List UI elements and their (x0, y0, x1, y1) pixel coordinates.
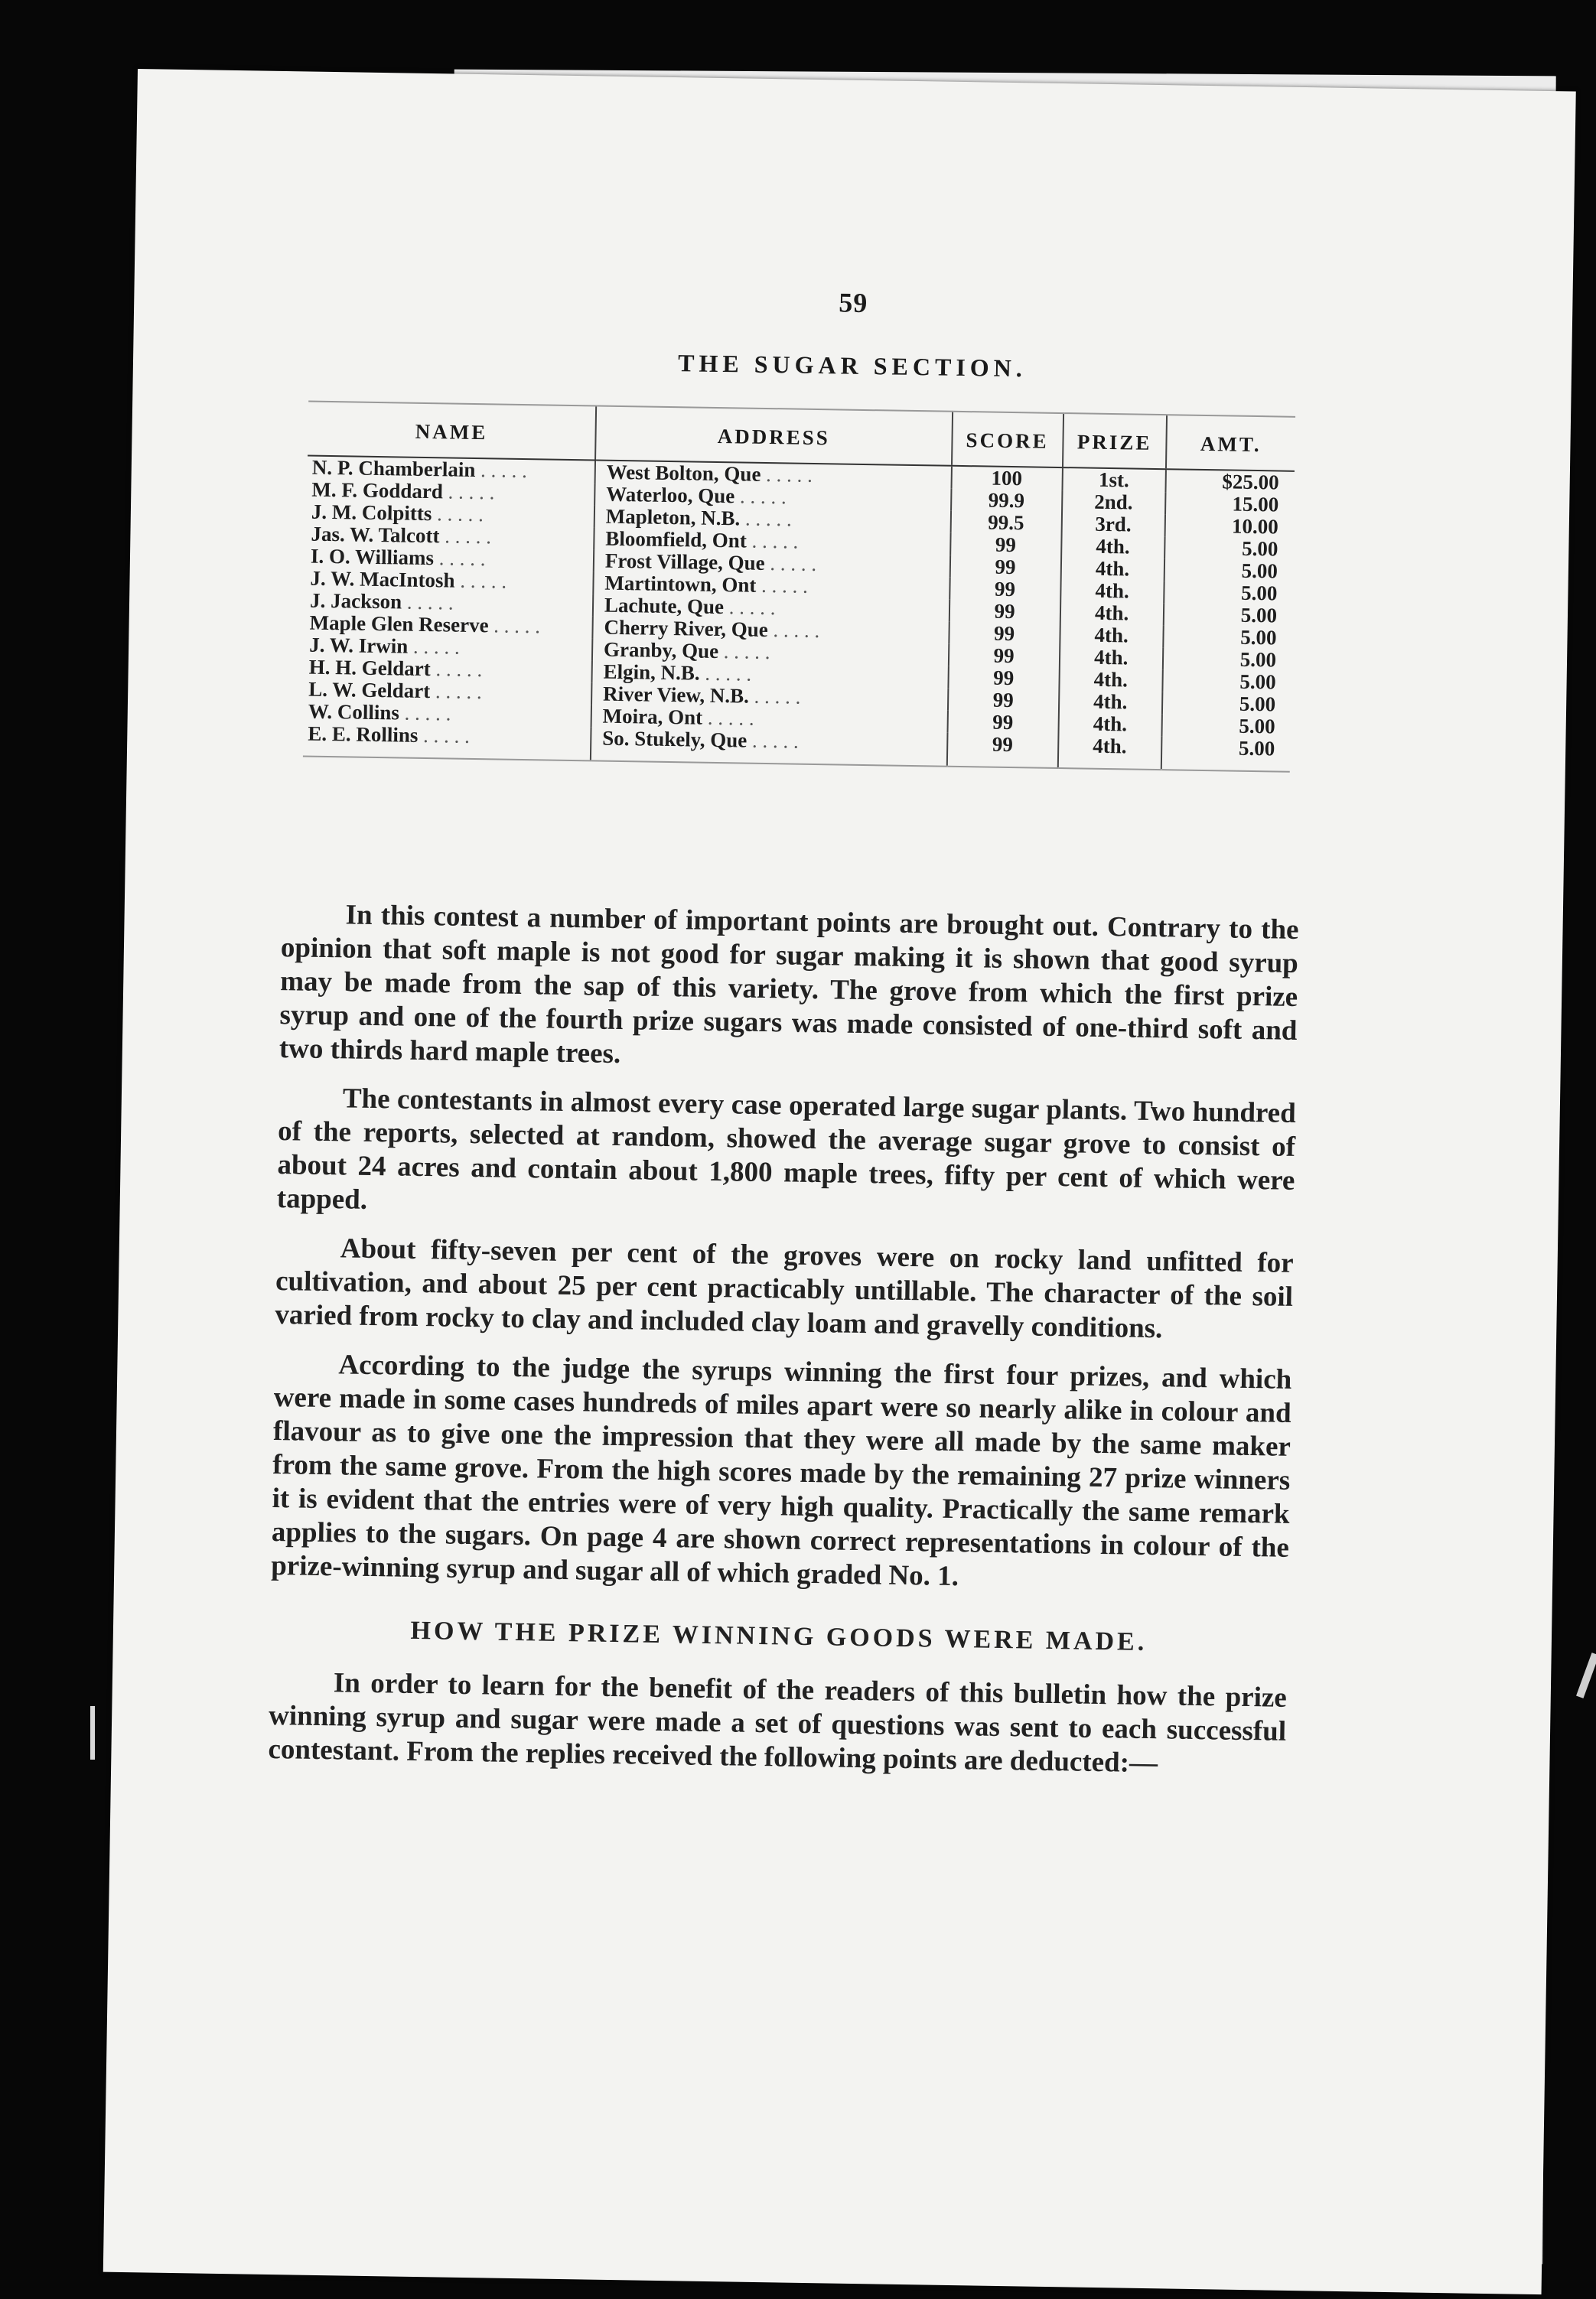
cell-prize (1058, 712, 1161, 736)
leader-dots: . . . . . (475, 458, 528, 483)
cell-amt-text: 5.00 (1241, 558, 1278, 583)
cell-prize (1062, 467, 1166, 492)
cell-name-text: E. E. Rollins (308, 721, 419, 747)
cell-amt-text: 15.00 (1232, 492, 1279, 516)
leader-dots: . . . . . (747, 728, 800, 753)
paragraph: In this contest a number of important points are brought out. Contrary to the opinion that soft maple is not good for sugar making it is shown that good syrup may be made from the sap of this variety. The grove from which the first prize syrup and one of the fourth prize sugars was made consisted of one-third soft and two thirds hard maple trees. (278, 899, 1299, 1070)
leader-dots: . . . . . (442, 480, 495, 504)
header-prize: PRIZE (1063, 413, 1167, 469)
cell-address-text: Bloomfield, Ont (605, 526, 748, 552)
cell-amt-text: 5.00 (1239, 714, 1275, 738)
cell-score-text: 99.9 (988, 488, 1025, 513)
cell-address-text: Cherry River, Que (604, 615, 768, 642)
cell-score-text: 99.5 (988, 510, 1024, 535)
page-content (103, 69, 1576, 2294)
leader-dots: . . . . . (756, 573, 809, 598)
cell-name-text: J. M. Colpitts (311, 500, 432, 526)
cell-address-text: Granby, Que (603, 637, 719, 663)
leader-dots: . . . . . (432, 502, 484, 526)
cell-amt (1161, 714, 1291, 738)
paragraph: In order to learn for the benefit of the readers of this bulletin how the prize winning syrup and sugar were made a set of questions was sent to each successful contestant. From the replies received the following points are deducted:— (268, 1667, 1288, 1780)
cell-score (948, 666, 1060, 690)
cell-amt (1162, 669, 1291, 694)
cell-amt (1165, 469, 1295, 494)
cell-amt-text: 10.00 (1231, 514, 1279, 539)
leader-dots: . . . . . (740, 506, 793, 531)
cell-amt (1164, 514, 1294, 539)
cell-address-text: Elgin, N.B. (603, 659, 700, 685)
cell-score (948, 644, 1060, 668)
body-text (268, 897, 1299, 1798)
cell-prize (1059, 668, 1162, 692)
cell-prize-text: 4th. (1096, 534, 1130, 558)
cell-amt-text: 5.00 (1239, 647, 1277, 672)
leader-dots: . . . . . (433, 546, 486, 571)
header-amt: AMT. (1166, 415, 1295, 471)
cell-address-text: Frost Village, Que (604, 549, 765, 575)
cell-score (950, 533, 1062, 557)
cell-amt (1163, 625, 1292, 650)
cell-name-text: J. W. MacIntosh (310, 566, 455, 592)
cell-amt-text: 5.00 (1240, 625, 1277, 650)
cell-score (949, 555, 1061, 579)
cell-address-text: Martintown, Ont (604, 571, 757, 597)
cell-name-text: J. Jackson (309, 588, 402, 614)
cell-amt (1163, 603, 1292, 627)
document-page (103, 69, 1576, 2294)
cell-name-text: M. F. Goddard (311, 477, 444, 503)
cell-score-text: 99 (992, 710, 1014, 734)
cell-score (949, 578, 1061, 601)
cell-prize (1060, 624, 1163, 647)
leader-dots: . . . . . (734, 484, 787, 509)
cell-address-text: West Bolton, Que (606, 460, 761, 486)
cell-address-text: River View, N.B. (602, 682, 750, 708)
cell-name-text: Jas. W. Talcott (311, 522, 440, 548)
leader-dots: . . . . . (430, 657, 483, 682)
cell-name-text: I. O. Williams (310, 544, 435, 570)
cell-amt-text: $25.00 (1222, 470, 1279, 494)
cell-address-text: Mapleton, N.B. (605, 504, 741, 530)
cell-prize (1061, 513, 1164, 536)
leader-dots: . . . . . (718, 640, 770, 664)
section-title: THE SUGAR SECTION. (677, 349, 1028, 383)
cell-prize-text: 4th. (1095, 578, 1129, 603)
cell-prize-text: 4th. (1093, 734, 1127, 758)
cell-amt (1163, 647, 1292, 672)
cell-prize (1060, 601, 1163, 625)
prize-table (303, 401, 1295, 773)
cell-score (949, 622, 1060, 646)
page-number: 59 (839, 287, 868, 319)
cell-score-text: 99 (995, 555, 1016, 579)
cell-amt (1164, 581, 1293, 605)
cell-address (591, 727, 947, 766)
cell-score (946, 733, 1058, 768)
cell-amt (1164, 558, 1293, 583)
cell-prize-text: 1st. (1098, 467, 1129, 492)
leader-dots: . . . . . (746, 529, 799, 553)
cell-name-text: W. Collins (308, 699, 400, 725)
cell-score-text: 99 (994, 599, 1015, 624)
cell-name (303, 723, 591, 761)
cell-prize (1060, 557, 1164, 581)
cell-score (947, 711, 1059, 734)
leader-dots: . . . . . (723, 595, 776, 620)
cell-name-text: N. P. Chamberlain (311, 455, 476, 481)
leader-dots: . . . . . (399, 701, 451, 725)
cell-prize-text: 4th. (1093, 645, 1129, 669)
leader-dots: . . . . . (702, 705, 754, 730)
cell-prize-text: 4th. (1093, 689, 1128, 714)
cell-amt (1164, 536, 1294, 561)
cell-score (947, 689, 1059, 712)
subheading: HOW THE PRIZE WINNING GOODS WERE MADE. (410, 1616, 1148, 1656)
leader-dots: . . . . . (761, 462, 813, 487)
leader-dots: . . . . . (418, 723, 471, 747)
cell-amt-text: 5.00 (1241, 536, 1278, 561)
cell-amt-text: 5.00 (1239, 669, 1276, 694)
leader-dots: . . . . . (430, 679, 483, 704)
leader-dots: . . . . . (764, 551, 817, 576)
cell-score-text: 99 (994, 577, 1016, 601)
cell-score-text: 100 (991, 466, 1023, 490)
cell-amt-text: 5.00 (1240, 581, 1278, 605)
header-address: ADDRESS (595, 405, 953, 465)
leader-dots: . . . . . (699, 661, 752, 685)
cell-prize (1059, 646, 1162, 669)
cell-address-text: So. Stukely, Que (602, 726, 748, 752)
cell-prize-text: 4th. (1095, 556, 1130, 581)
header-score: SCORE (951, 412, 1063, 467)
leader-dots: . . . . . (748, 684, 801, 708)
cell-score-text: 99 (992, 732, 1014, 757)
cell-prize (1060, 579, 1164, 603)
cell-amt-text: 5.00 (1238, 736, 1275, 760)
cell-amt (1161, 736, 1290, 772)
header-name: NAME (308, 402, 596, 461)
cell-amt (1165, 492, 1295, 516)
leader-dots: . . . . . (439, 524, 492, 549)
cell-prize-text: 2nd. (1094, 490, 1133, 514)
paragraph: About fifty-seven per cent of the groves were on rocky land unfitted for cultivation, and about 25 per cent practicably untillable. The character of the soil varied from rocky to clay and included clay loam and gravelly conditions. (275, 1233, 1294, 1345)
leader-dots: . . . . . (401, 590, 454, 614)
cell-score-text: 99 (993, 621, 1015, 646)
cell-amt-text: 5.00 (1240, 603, 1278, 627)
cell-score (951, 489, 1063, 513)
leader-dots: . . . . . (488, 614, 541, 638)
cell-name-text: H. H. Geldart (308, 655, 431, 681)
cell-score-text: 99 (993, 643, 1015, 668)
cell-prize (1061, 535, 1164, 558)
cell-score (951, 466, 1063, 490)
cell-prize-text: 3rd. (1095, 512, 1132, 536)
cell-prize-text: 4th. (1094, 623, 1129, 647)
cell-name-text: J. W. Irwin (308, 633, 409, 658)
scan-edge-mark (90, 1706, 95, 1760)
cell-score (950, 511, 1062, 535)
leader-dots: . . . . . (408, 634, 460, 659)
cell-name-text: Maple Glen Reserve (309, 611, 489, 637)
cell-address-text: Waterloo, Que (606, 482, 735, 508)
cell-score-text: 99 (995, 532, 1017, 557)
cell-amt (1162, 692, 1291, 716)
cell-prize (1059, 690, 1162, 714)
cell-name-text: L. W. Geldart (308, 677, 431, 703)
cell-prize-text: 4th. (1093, 667, 1129, 692)
scan-edge-mark (1576, 1653, 1596, 1698)
cell-address-text: Lachute, Que (604, 593, 725, 619)
cell-prize (1057, 734, 1161, 770)
cell-score (949, 600, 1060, 624)
paragraph: The contestants in almost every case operated large sugar plants. Two hundred of the reports, selected at random, showed the average sugar grove to consist of about 24 acres and contain about 1,800 maple trees, fifty per cent of which were tapped. (276, 1083, 1297, 1216)
paragraph: According to the judge the syrups winning the first four prizes, and which were made in some cases hundreds of miles apart were so nearly alike in colour and flavour as to give one the impression that they were all made by the same maker from the same grove. From the high scores made by the remaining 27 prize winners it is evident that the entries were of very high quality. Practically the same remark applies to the sugars. On page 4 are shown correct representations in colour of the prize-winning syrup and sugar all of which graded No. 1. (270, 1349, 1292, 1593)
cell-prize-text: 4th. (1094, 601, 1129, 625)
leader-dots: . . . . . (454, 568, 507, 593)
cell-score-text: 99 (992, 688, 1014, 712)
cell-prize-text: 4th. (1093, 712, 1128, 736)
leader-dots: . . . . . (767, 618, 820, 643)
cell-prize (1062, 490, 1165, 514)
cell-address-text: Moira, Ont (602, 704, 703, 729)
cell-amt-text: 5.00 (1239, 692, 1276, 716)
table-body (303, 456, 1295, 772)
cell-score-text: 99 (992, 666, 1015, 690)
